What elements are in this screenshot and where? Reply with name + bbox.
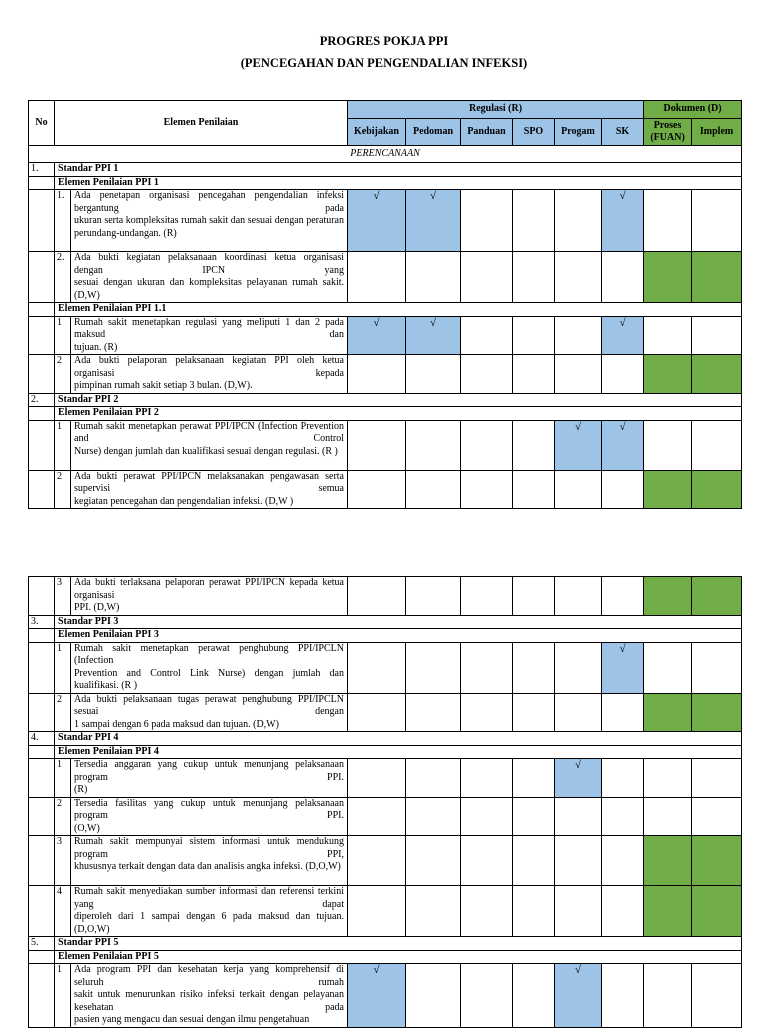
item-number: 2 [55,471,71,509]
cell-sk [602,836,644,886]
check-mark: √ [619,316,626,329]
cell-pedoman [406,355,461,394]
item-number: 2 [55,798,71,836]
cell-sk [602,316,644,355]
cell-proses [644,693,692,732]
item-number: 3 [55,577,71,615]
cell-proses [644,190,692,252]
elemen-penilaian-label: Elemen Penilaian PPI 4 [55,745,742,759]
cell-sk [602,797,644,836]
cell-kebijakan [348,964,406,1028]
cell-panduan [461,693,513,732]
cell-implem [692,797,742,836]
cell-proses [644,577,692,616]
item-number: 1 [55,317,71,355]
cell-pedoman [406,836,461,886]
cell-spo [513,190,555,252]
elemen-description-cell [55,886,348,937]
description-line: (O,W) [74,822,100,834]
description-line: Nurse) dengan jumlah dan kualifikasi sesuai dengan regulasi. (R ) [74,445,338,457]
description-line: diperoleh dari 1 sampai dengan 6 pada maksud dan tujuan. (D,O,W) [74,911,344,935]
item-description [71,577,347,615]
cell-progam [555,886,602,937]
cell-spo [513,642,555,693]
elemen-item [55,190,347,251]
item-description [71,886,347,936]
elemen-item [55,643,347,693]
item-number: 1 [55,421,71,470]
cell-pedoman [406,797,461,836]
description-line: sakit untuk menurunkan risiko infeksi terkait dengan pelayanan kesehatan pada [74,989,344,1013]
elemen-item [55,694,347,732]
cell-panduan [461,316,513,355]
table-row [29,693,742,732]
cell-spo [513,577,555,616]
cell-panduan [461,797,513,836]
cell-pedoman [406,964,461,1028]
header-elemen: Elemen Penilaian [55,101,348,146]
table-row [29,886,742,937]
description-line: Rumah sakit menyediakan sumber informasi dan referensi terkini yang dapat [74,886,344,910]
standar-row [29,393,742,407]
cell-implem [692,886,742,937]
cell-progam [555,316,602,355]
item-number: 2. [55,252,71,302]
cell-sk [602,759,644,798]
description-line: Prevention and Control Link Nurse) dengan jumlah dan kualifikasi. (R ) [74,667,344,691]
elemen-penilaian-label: Elemen Penilaian PPI 1.1 [55,303,742,317]
description-line: khususnya terkait dengan data dan analisis angka infeksi. (D,O,W) [74,861,341,872]
cell-implem [692,470,742,509]
cell-kebijakan [348,693,406,732]
check-mark: √ [373,316,380,329]
cell-spo [513,420,555,470]
header-regulasi: Regulasi (R) [348,101,644,119]
header-spo: SPO [513,119,555,146]
empty-cell [29,303,55,317]
item-description [71,355,347,393]
cell-progam [555,759,602,798]
empty-cell [29,577,55,616]
cell-spo [513,759,555,798]
elemen-penilaian-label: Elemen Penilaian PPI 2 [55,407,742,421]
cell-spo [513,252,555,303]
table-row [29,836,742,886]
item-number: 1 [55,964,71,1027]
item-description [71,759,347,797]
standar-row [29,615,742,629]
cell-pedoman [406,642,461,693]
elemen-item [55,577,347,615]
description-line: ukuran serta kompleksitas rumah sakit dan sesuai dengan peraturan [74,215,344,226]
section-perencanaan: PERENCANAAN [29,146,742,163]
cell-spo [513,316,555,355]
elemen-description-cell [55,693,348,732]
cell-panduan [461,420,513,470]
cell-implem [692,355,742,394]
table-row [29,470,742,509]
cell-proses [644,355,692,394]
cell-progam [555,693,602,732]
empty-cell [29,355,55,394]
item-number: 1 [55,759,71,797]
cell-sk [602,420,644,470]
cell-sk [602,642,644,693]
elemen-item [55,836,347,885]
description-line: Rumah sakit menetapkan perawat PPI/IPCN (Infection Prevention and Control [74,420,344,444]
elemen-item [55,759,347,797]
description-line: (R) [74,784,88,795]
header-no: No [29,101,55,146]
elemen-description-cell [55,642,348,693]
elemen-penilaian-row [29,407,742,421]
standar-label: Standar PPI 5 [55,937,742,951]
elemen-description-cell [55,420,348,470]
standar-label: Standar PPI 1 [55,163,742,177]
cell-implem [692,316,742,355]
cell-panduan [461,886,513,937]
cell-proses [644,886,692,937]
elemen-item [55,355,347,393]
cell-progam [555,836,602,886]
cell-implem [692,190,742,252]
cell-proses [644,316,692,355]
cell-pedoman [406,420,461,470]
description-line: Rumah sakit menetapkan regulasi yang meliputi 1 dan 2 pada maksud dan [74,316,344,340]
cell-kebijakan [348,886,406,937]
cell-sk [602,577,644,616]
cell-proses [644,420,692,470]
item-number: 2 [55,355,71,393]
empty-cell [29,407,55,421]
cell-panduan [461,964,513,1028]
document-subtitle: (PENCEGAHAN DAN PENGENDALIAN INFEKSI) [240,56,528,70]
cell-pedoman [406,577,461,616]
cell-sk [602,886,644,937]
elemen-penilaian-row [29,176,742,190]
empty-cell [29,836,55,886]
header-dokumen: Dokumen (D) [644,101,742,119]
cell-spo [513,693,555,732]
elemen-item [55,252,347,302]
cell-spo [513,470,555,509]
cell-pedoman [406,470,461,509]
cell-kebijakan [348,355,406,394]
elemen-description-cell [55,577,348,616]
cell-implem [692,642,742,693]
cell-pedoman [406,190,461,252]
cell-proses [644,470,692,509]
elemen-penilaian-label: Elemen Penilaian PPI 3 [55,629,742,643]
item-description [71,190,347,251]
item-description [71,798,347,836]
elemen-item [55,421,347,470]
elemen-description-cell [55,759,348,798]
cell-progam [555,470,602,509]
cell-kebijakan [348,797,406,836]
item-description [71,471,347,509]
cell-spo [513,797,555,836]
description-line: pimpinan rumah sakit setiap 3 bulan. (D,W). [74,380,253,391]
description-line: Ada bukti terlaksana pelaporan perawat PPI/IPCN kepada ketua organisasi [74,577,344,601]
cell-pedoman [406,316,461,355]
cell-spo [513,886,555,937]
check-mark: √ [373,964,380,976]
document-title: PROGRES POKJA PPI [319,34,449,48]
item-number: 2 [55,694,71,732]
description-line: PPI. (D,W) [74,602,120,613]
item-number: 3 [55,836,71,885]
empty-cell [29,316,55,355]
cell-progam [555,577,602,616]
elemen-description-cell [55,190,348,252]
description-line: Rumah sakit mempunyai sistem informasi untuk mendukung program PPI, [74,836,344,860]
cell-implem [692,420,742,470]
standar-label: Standar PPI 3 [55,615,742,629]
description-line: Ada bukti perawat PPI/IPCN melaksanakan pengawasan serta supervisi semua [74,470,344,494]
elemen-description-cell [55,252,348,303]
cell-panduan [461,642,513,693]
check-mark: √ [574,420,582,433]
item-description [71,317,347,355]
empty-cell [29,420,55,470]
cell-kebijakan [348,470,406,509]
elemen-penilaian-label: Elemen Penilaian PPI 1 [55,176,742,190]
cell-implem [692,577,742,616]
elemen-item [55,317,347,355]
description-line: Ada bukti pelaporan pelaksanaan kegiatan PPI oleh ketua organisasi kepada [74,355,344,379]
header-sk: SK [602,119,644,146]
table-row [29,420,742,470]
empty-cell [29,693,55,732]
empty-cell [29,190,55,252]
table-row [29,642,742,693]
empty-cell [29,629,55,643]
table-row [29,759,742,798]
elemen-item [55,471,347,509]
standar-row [29,163,742,177]
elemen-description-cell [55,316,348,355]
table-row [29,316,742,355]
item-description [71,643,347,693]
description-line: pasien yang mengacu dan sesuai dengan ilmu pengetahuan [74,1014,310,1025]
cell-sk [602,252,644,303]
check-mark: √ [619,642,626,655]
elemen-penilaian-row [29,950,742,964]
elemen-penilaian-row [29,745,742,759]
elemen-item [55,886,347,936]
empty-cell [29,886,55,937]
empty-cell [29,470,55,509]
cell-proses [644,642,692,693]
elemen-item [55,964,347,1027]
progress-table-2 [28,576,742,1028]
header-implem: Implem [692,119,742,146]
empty-cell [29,252,55,303]
standar-label: Standar PPI 4 [55,732,742,746]
elemen-penilaian-row [29,303,742,317]
check-mark: √ [429,316,437,329]
cell-kebijakan [348,420,406,470]
header-panduan: Panduan [461,119,513,146]
cell-kebijakan [348,836,406,886]
description-line: Tersedia fasilitas yang cukup untuk menunjang pelaksanaan program PPI. [74,797,344,821]
cell-progam [555,190,602,252]
item-number: 1. [55,190,71,251]
standar-row [29,937,742,951]
elemen-penilaian-label: Elemen Penilaian PPI 5 [55,950,742,964]
empty-cell [29,964,55,1028]
cell-panduan [461,577,513,616]
check-mark: √ [373,190,380,202]
item-number: 1 [55,643,71,693]
cell-panduan [461,759,513,798]
description-line: tujuan. (R) [74,341,118,353]
elemen-description-cell [55,470,348,509]
cell-kebijakan [348,759,406,798]
cell-implem [692,836,742,886]
description-line: Ada penetapan organisasi pencegahan pengendalian infeksi bergantung pada [74,190,344,214]
cell-spo [513,836,555,886]
cell-implem [692,964,742,1028]
empty-cell [29,176,55,190]
cell-progam [555,964,602,1028]
description-line: Ada bukti kegiatan pelaksanaan koordinasi ketua organisasi dengan IPCN yang [74,252,344,276]
cell-spo [513,964,555,1028]
cell-spo [513,355,555,394]
table-row [29,964,742,1028]
elemen-description-cell [55,797,348,836]
cell-panduan [461,836,513,886]
item-description [71,421,347,470]
item-description [71,836,347,885]
description-line: Ada program PPI dan kesehatan kerja yang komprehensif di seluruh rumah [74,964,344,988]
cell-pedoman [406,886,461,937]
cell-kebijakan [348,642,406,693]
elemen-description-cell [55,836,348,886]
cell-pedoman [406,693,461,732]
elemen-item [55,798,347,836]
standar-number: 5. [29,937,55,951]
header-pedoman: Pedoman [406,119,461,146]
standar-number: 3. [29,615,55,629]
cell-proses [644,759,692,798]
cell-pedoman [406,759,461,798]
empty-cell [29,745,55,759]
check-mark: √ [619,190,626,202]
standar-number: 1. [29,163,55,177]
cell-sk [602,964,644,1028]
cell-progam [555,355,602,394]
item-description [71,694,347,732]
cell-proses [644,964,692,1028]
cell-progam [555,420,602,470]
cell-sk [602,470,644,509]
check-mark: √ [574,759,582,771]
description-line: Ada bukti pelaksanaan tugas perawat penghubung PPI/IPCLN sesuai dengan [74,693,344,717]
check-mark: √ [574,964,582,976]
description-line: 1 sampai dengan 6 pada maksud dan tujuan. (D,W) [74,718,279,730]
empty-cell [29,642,55,693]
description-line: perundang-undangan. (R) [74,227,177,239]
table-row [29,190,742,252]
cell-sk [602,190,644,252]
elemen-description-cell [55,355,348,394]
cell-sk [602,693,644,732]
elemen-penilaian-row [29,629,742,643]
cell-kebijakan [348,190,406,252]
empty-cell [29,950,55,964]
empty-cell [29,759,55,798]
table-row [29,252,742,303]
empty-cell [29,797,55,836]
cell-kebijakan [348,252,406,303]
cell-proses [644,836,692,886]
check-mark: √ [429,190,437,202]
header-kebijakan: Kebijakan [348,119,406,146]
item-description [71,252,347,302]
header-progam: Progam [555,119,602,146]
description-line: sesuai dengan ukuran dan kompleksitas pelayanan rumah sakit. (D,W) [74,277,344,301]
item-number: 4 [55,886,71,936]
elemen-description-cell [55,964,348,1028]
cell-progam [555,642,602,693]
description-line: Tersedia anggaran yang cukup untuk menunjang pelaksanaan program PPI. [74,759,344,783]
cell-implem [692,693,742,732]
description-line: kegiatan pencegahan dan pengendalian infeksi. (D,W ) [74,495,294,507]
progress-table-1 [28,100,742,509]
cell-proses [644,252,692,303]
cell-panduan [461,252,513,303]
cell-implem [692,252,742,303]
table-row [29,577,742,616]
header-proses: Proses (FUAN) [644,119,692,146]
standar-number: 4. [29,732,55,746]
cell-kebijakan [348,316,406,355]
cell-panduan [461,355,513,394]
description-line: Rumah sakit menetapkan perawat penghubung PPI/IPCLN (Infection [74,642,344,666]
cell-progam [555,252,602,303]
standar-row [29,732,742,746]
cell-implem [692,759,742,798]
cell-sk [602,355,644,394]
cell-progam [555,797,602,836]
standar-label: Standar PPI 2 [55,393,742,407]
standar-number: 2. [29,393,55,407]
cell-kebijakan [348,577,406,616]
cell-pedoman [406,252,461,303]
table-row [29,355,742,394]
cell-panduan [461,470,513,509]
cell-panduan [461,190,513,252]
check-mark: √ [619,420,626,433]
item-description [71,964,347,1027]
table-row [29,797,742,836]
cell-proses [644,797,692,836]
